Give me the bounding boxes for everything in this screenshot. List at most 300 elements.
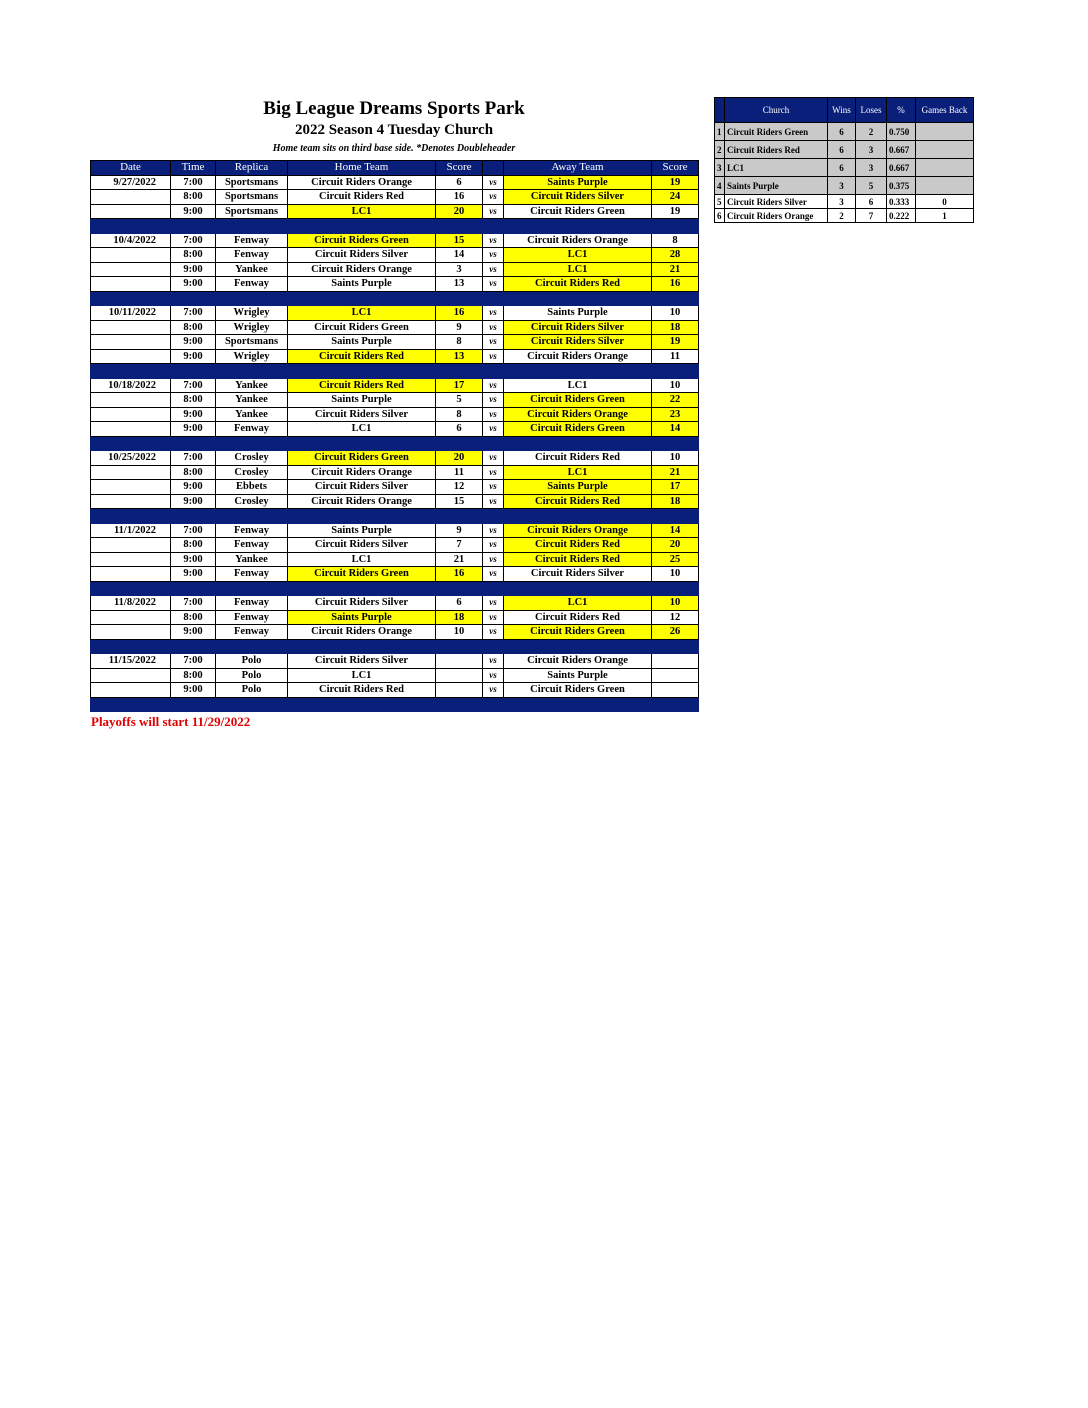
game-date bbox=[91, 407, 171, 422]
home-team: Circuit Riders Orange bbox=[288, 465, 436, 480]
away-team: Circuit Riders Orange bbox=[504, 407, 652, 422]
standings-header-church: Church bbox=[725, 98, 828, 123]
away-team: Circuit Riders Silver bbox=[504, 190, 652, 205]
home-score: 6 bbox=[436, 422, 483, 437]
game-time: 9:00 bbox=[171, 567, 216, 582]
vs-label: vs bbox=[483, 190, 504, 205]
separator-cell bbox=[288, 219, 436, 234]
home-score: 13 bbox=[436, 277, 483, 292]
separator-cell bbox=[504, 291, 652, 306]
away-score: 10 bbox=[652, 567, 699, 582]
away-score: 14 bbox=[652, 422, 699, 437]
game-date bbox=[91, 538, 171, 553]
away-team: Circuit Riders Orange bbox=[504, 654, 652, 669]
game-field: Crosley bbox=[216, 465, 288, 480]
home-score: 20 bbox=[436, 451, 483, 466]
home-team: Circuit Riders Red bbox=[288, 378, 436, 393]
game-date bbox=[91, 262, 171, 277]
game-time: 7:00 bbox=[171, 306, 216, 321]
game-row bbox=[91, 378, 699, 393]
standings-row bbox=[715, 123, 974, 141]
game-time: 7:00 bbox=[171, 233, 216, 248]
page-title: Big League Dreams Sports Park bbox=[263, 98, 525, 119]
away-score: 19 bbox=[652, 335, 699, 350]
away-score: 22 bbox=[652, 393, 699, 408]
game-field: Fenway bbox=[216, 248, 288, 263]
home-team: Circuit Riders Green bbox=[288, 567, 436, 582]
week-separator bbox=[91, 364, 699, 379]
standings-header-rank bbox=[715, 98, 725, 123]
game-row bbox=[91, 306, 699, 321]
away-score bbox=[652, 654, 699, 669]
away-team: Circuit Riders Orange bbox=[504, 523, 652, 538]
week-separator bbox=[91, 581, 699, 596]
schedule-body bbox=[91, 175, 699, 712]
game-date bbox=[91, 422, 171, 437]
home-team: LC1 bbox=[288, 422, 436, 437]
away-team: Circuit Riders Green bbox=[504, 393, 652, 408]
vs-label: vs bbox=[483, 451, 504, 466]
game-row bbox=[91, 683, 699, 698]
separator-cell bbox=[504, 364, 652, 379]
game-field: Yankee bbox=[216, 262, 288, 277]
game-row bbox=[91, 233, 699, 248]
game-field: Yankee bbox=[216, 552, 288, 567]
home-score: 8 bbox=[436, 407, 483, 422]
game-field: Yankee bbox=[216, 407, 288, 422]
game-row bbox=[91, 277, 699, 292]
game-field: Fenway bbox=[216, 523, 288, 538]
away-team: LC1 bbox=[504, 378, 652, 393]
away-team: Circuit Riders Green bbox=[504, 422, 652, 437]
vs-label: vs bbox=[483, 494, 504, 509]
standings-games-back bbox=[916, 123, 974, 141]
game-field: Wrigley bbox=[216, 306, 288, 321]
game-date bbox=[91, 248, 171, 263]
game-row bbox=[91, 567, 699, 582]
separator-cell bbox=[504, 697, 652, 712]
separator-cell bbox=[504, 581, 652, 596]
game-time: 9:00 bbox=[171, 683, 216, 698]
game-row bbox=[91, 552, 699, 567]
game-date bbox=[91, 320, 171, 335]
away-score: 18 bbox=[652, 320, 699, 335]
home-score: 3 bbox=[436, 262, 483, 277]
home-score: 9 bbox=[436, 523, 483, 538]
separator-cell bbox=[483, 581, 504, 596]
game-time: 8:00 bbox=[171, 320, 216, 335]
away-score: 19 bbox=[652, 204, 699, 219]
standings-wins: 6 bbox=[828, 123, 856, 141]
separator-cell bbox=[216, 436, 288, 451]
separator-cell bbox=[483, 639, 504, 654]
away-score: 11 bbox=[652, 349, 699, 364]
home-team: Saints Purple bbox=[288, 335, 436, 350]
standings-row bbox=[715, 195, 974, 209]
column-header-home-team: Home Team bbox=[288, 161, 436, 176]
standings-rank: 4 bbox=[715, 177, 725, 195]
away-team: Circuit Riders Red bbox=[504, 494, 652, 509]
separator-cell bbox=[91, 436, 171, 451]
week-separator bbox=[91, 509, 699, 524]
separator-cell bbox=[171, 581, 216, 596]
page-subtitle: 2022 Season 4 Tuesday Church bbox=[294, 122, 494, 138]
game-time: 8:00 bbox=[171, 465, 216, 480]
game-time: 7:00 bbox=[171, 451, 216, 466]
home-score: 16 bbox=[436, 190, 483, 205]
away-score: 10 bbox=[652, 306, 699, 321]
game-field: Yankee bbox=[216, 393, 288, 408]
column-header-replica: Replica bbox=[216, 161, 288, 176]
week-separator bbox=[91, 697, 699, 712]
away-team: Circuit Riders Orange bbox=[504, 349, 652, 364]
game-date bbox=[91, 204, 171, 219]
separator-cell bbox=[288, 697, 436, 712]
home-team: Circuit Riders Red bbox=[288, 683, 436, 698]
standings-table bbox=[714, 97, 974, 223]
schedule-table bbox=[90, 160, 699, 712]
home-score: 12 bbox=[436, 480, 483, 495]
away-team: LC1 bbox=[504, 248, 652, 263]
vs-label: vs bbox=[483, 654, 504, 669]
separator-cell bbox=[216, 581, 288, 596]
game-time: 9:00 bbox=[171, 204, 216, 219]
separator-cell bbox=[216, 291, 288, 306]
home-team: Circuit Riders Green bbox=[288, 233, 436, 248]
separator-cell bbox=[504, 509, 652, 524]
home-team: Saints Purple bbox=[288, 523, 436, 538]
away-team: Circuit Riders Orange bbox=[504, 233, 652, 248]
away-score: 12 bbox=[652, 610, 699, 625]
game-date: 9/27/2022 bbox=[91, 175, 171, 190]
game-field: Fenway bbox=[216, 596, 288, 611]
home-score: 11 bbox=[436, 465, 483, 480]
game-time: 7:00 bbox=[171, 378, 216, 393]
game-time: 9:00 bbox=[171, 552, 216, 567]
game-field: Sportsmans bbox=[216, 335, 288, 350]
home-team: Circuit Riders Silver bbox=[288, 654, 436, 669]
away-team: Saints Purple bbox=[504, 175, 652, 190]
game-field: Fenway bbox=[216, 233, 288, 248]
standings-loses: 2 bbox=[856, 123, 887, 141]
away-team: Circuit Riders Red bbox=[504, 451, 652, 466]
game-row bbox=[91, 538, 699, 553]
game-field: Wrigley bbox=[216, 320, 288, 335]
home-team: Circuit Riders Green bbox=[288, 451, 436, 466]
vs-label: vs bbox=[483, 204, 504, 219]
separator-cell bbox=[483, 364, 504, 379]
game-row bbox=[91, 349, 699, 364]
separator-cell bbox=[483, 697, 504, 712]
vs-label: vs bbox=[483, 625, 504, 640]
separator-cell bbox=[652, 509, 699, 524]
game-date: 11/15/2022 bbox=[91, 654, 171, 669]
game-date bbox=[91, 683, 171, 698]
standings-rank: 2 bbox=[715, 141, 725, 159]
separator-cell bbox=[504, 639, 652, 654]
separator-cell bbox=[652, 639, 699, 654]
home-score: 21 bbox=[436, 552, 483, 567]
game-row bbox=[91, 494, 699, 509]
away-team: Circuit Riders Red bbox=[504, 610, 652, 625]
playoffs-notice: Playoffs will start 11/29/2022 bbox=[91, 714, 251, 729]
game-time: 9:00 bbox=[171, 335, 216, 350]
standings-loses: 5 bbox=[856, 177, 887, 195]
standings-wins: 3 bbox=[828, 177, 856, 195]
separator-cell bbox=[171, 697, 216, 712]
vs-label: vs bbox=[483, 320, 504, 335]
away-team: Circuit Riders Silver bbox=[504, 320, 652, 335]
game-field: Crosley bbox=[216, 494, 288, 509]
game-field: Ebbets bbox=[216, 480, 288, 495]
separator-cell bbox=[288, 509, 436, 524]
away-team: Circuit Riders Red bbox=[504, 277, 652, 292]
separator-cell bbox=[483, 219, 504, 234]
separator-cell bbox=[436, 219, 483, 234]
standings-wins: 2 bbox=[828, 209, 856, 223]
vs-label: vs bbox=[483, 393, 504, 408]
standings-pct: 0.750 bbox=[887, 123, 916, 141]
separator-cell bbox=[288, 639, 436, 654]
vs-label: vs bbox=[483, 523, 504, 538]
column-header-vs bbox=[483, 161, 504, 176]
game-date bbox=[91, 625, 171, 640]
away-score: 26 bbox=[652, 625, 699, 640]
standings-body bbox=[715, 123, 974, 223]
separator-cell bbox=[91, 364, 171, 379]
home-score: 18 bbox=[436, 610, 483, 625]
vs-label: vs bbox=[483, 277, 504, 292]
home-score: 15 bbox=[436, 494, 483, 509]
home-score: 5 bbox=[436, 393, 483, 408]
game-time: 8:00 bbox=[171, 248, 216, 263]
vs-label: vs bbox=[483, 306, 504, 321]
away-team: Circuit Riders Red bbox=[504, 538, 652, 553]
separator-cell bbox=[504, 219, 652, 234]
game-row bbox=[91, 320, 699, 335]
vs-label: vs bbox=[483, 175, 504, 190]
standings-wins: 6 bbox=[828, 141, 856, 159]
vs-label: vs bbox=[483, 349, 504, 364]
separator-cell bbox=[216, 364, 288, 379]
standings-rank: 3 bbox=[715, 159, 725, 177]
away-team: Circuit Riders Green bbox=[504, 683, 652, 698]
home-team: Circuit Riders Green bbox=[288, 320, 436, 335]
game-field: Fenway bbox=[216, 610, 288, 625]
game-time: 8:00 bbox=[171, 393, 216, 408]
home-score: 6 bbox=[436, 175, 483, 190]
away-score: 28 bbox=[652, 248, 699, 263]
away-score: 8 bbox=[652, 233, 699, 248]
game-time: 7:00 bbox=[171, 596, 216, 611]
standings-loses: 6 bbox=[856, 195, 887, 209]
game-date bbox=[91, 393, 171, 408]
game-row bbox=[91, 451, 699, 466]
standings-games-back: 1 bbox=[916, 209, 974, 223]
separator-cell bbox=[91, 291, 171, 306]
game-row bbox=[91, 335, 699, 350]
home-score: 15 bbox=[436, 233, 483, 248]
standings-team: Circuit Riders Orange bbox=[725, 209, 828, 223]
standings-header-row bbox=[715, 98, 974, 123]
game-date bbox=[91, 480, 171, 495]
game-row bbox=[91, 654, 699, 669]
home-score: 13 bbox=[436, 349, 483, 364]
game-field: Wrigley bbox=[216, 349, 288, 364]
column-header-away-team: Away Team bbox=[504, 161, 652, 176]
standings-pct: 0.222 bbox=[887, 209, 916, 223]
away-score: 24 bbox=[652, 190, 699, 205]
separator-cell bbox=[652, 697, 699, 712]
away-team: Circuit Riders Green bbox=[504, 204, 652, 219]
game-time: 8:00 bbox=[171, 538, 216, 553]
separator-cell bbox=[288, 436, 436, 451]
home-score bbox=[436, 654, 483, 669]
standings-games-back bbox=[916, 141, 974, 159]
game-date: 10/25/2022 bbox=[91, 451, 171, 466]
home-team: Circuit Riders Silver bbox=[288, 407, 436, 422]
separator-cell bbox=[171, 219, 216, 234]
separator-cell bbox=[171, 436, 216, 451]
game-time: 9:00 bbox=[171, 422, 216, 437]
home-team: Saints Purple bbox=[288, 277, 436, 292]
away-score bbox=[652, 683, 699, 698]
vs-label: vs bbox=[483, 668, 504, 683]
game-time: 7:00 bbox=[171, 523, 216, 538]
vs-label: vs bbox=[483, 480, 504, 495]
standings-row bbox=[715, 177, 974, 195]
home-score bbox=[436, 668, 483, 683]
separator-cell bbox=[652, 436, 699, 451]
vs-label: vs bbox=[483, 407, 504, 422]
home-team: Circuit Riders Orange bbox=[288, 175, 436, 190]
away-score bbox=[652, 668, 699, 683]
standings-loses: 7 bbox=[856, 209, 887, 223]
away-team: Circuit Riders Red bbox=[504, 552, 652, 567]
separator-cell bbox=[652, 581, 699, 596]
home-score: 16 bbox=[436, 567, 483, 582]
home-team: Saints Purple bbox=[288, 610, 436, 625]
vs-label: vs bbox=[483, 378, 504, 393]
game-field: Crosley bbox=[216, 451, 288, 466]
game-time: 9:00 bbox=[171, 262, 216, 277]
standings-games-back bbox=[916, 159, 974, 177]
separator-cell bbox=[91, 509, 171, 524]
game-field: Sportsmans bbox=[216, 204, 288, 219]
standings-pct: 0.667 bbox=[887, 141, 916, 159]
home-team: Circuit Riders Orange bbox=[288, 262, 436, 277]
game-date bbox=[91, 335, 171, 350]
standings-header-wins: Wins bbox=[828, 98, 856, 123]
week-separator bbox=[91, 639, 699, 654]
separator-cell bbox=[288, 291, 436, 306]
column-header-home-score: Score bbox=[436, 161, 483, 176]
away-team: Saints Purple bbox=[504, 480, 652, 495]
separator-cell bbox=[436, 697, 483, 712]
game-row bbox=[91, 190, 699, 205]
standings-rank: 6 bbox=[715, 209, 725, 223]
separator-cell bbox=[483, 436, 504, 451]
game-date: 10/18/2022 bbox=[91, 378, 171, 393]
standings-games-back bbox=[916, 177, 974, 195]
game-time: 9:00 bbox=[171, 480, 216, 495]
game-field: Fenway bbox=[216, 538, 288, 553]
away-team: Circuit Riders Green bbox=[504, 625, 652, 640]
vs-label: vs bbox=[483, 422, 504, 437]
home-team: Circuit Riders Red bbox=[288, 190, 436, 205]
separator-cell bbox=[504, 436, 652, 451]
game-time: 9:00 bbox=[171, 494, 216, 509]
home-score: 8 bbox=[436, 335, 483, 350]
home-team: Circuit Riders Red bbox=[288, 349, 436, 364]
vs-label: vs bbox=[483, 596, 504, 611]
game-date: 10/11/2022 bbox=[91, 306, 171, 321]
separator-cell bbox=[652, 219, 699, 234]
away-score: 10 bbox=[652, 378, 699, 393]
separator-cell bbox=[436, 581, 483, 596]
game-row bbox=[91, 480, 699, 495]
separator-cell bbox=[436, 639, 483, 654]
standings-loses: 3 bbox=[856, 159, 887, 177]
vs-label: vs bbox=[483, 552, 504, 567]
home-score: 17 bbox=[436, 378, 483, 393]
separator-cell bbox=[171, 291, 216, 306]
standings-header-games-back: Games Back bbox=[916, 98, 974, 123]
game-date bbox=[91, 552, 171, 567]
vs-label: vs bbox=[483, 567, 504, 582]
separator-cell bbox=[91, 219, 171, 234]
game-date bbox=[91, 190, 171, 205]
game-row bbox=[91, 175, 699, 190]
column-header-time: Time bbox=[171, 161, 216, 176]
standings-team: Circuit Riders Red bbox=[725, 141, 828, 159]
away-team: LC1 bbox=[504, 596, 652, 611]
away-score: 10 bbox=[652, 451, 699, 466]
home-score: 7 bbox=[436, 538, 483, 553]
home-team: Circuit Riders Silver bbox=[288, 248, 436, 263]
separator-cell bbox=[216, 697, 288, 712]
schedule-header-row bbox=[91, 161, 699, 176]
home-team: LC1 bbox=[288, 306, 436, 321]
game-date bbox=[91, 494, 171, 509]
game-time: 9:00 bbox=[171, 407, 216, 422]
game-time: 9:00 bbox=[171, 349, 216, 364]
vs-label: vs bbox=[483, 538, 504, 553]
game-field: Polo bbox=[216, 668, 288, 683]
home-score: 6 bbox=[436, 596, 483, 611]
standings-row bbox=[715, 209, 974, 223]
standings-loses: 3 bbox=[856, 141, 887, 159]
game-row bbox=[91, 523, 699, 538]
page-note: Home team sits on third base side. *Denotes Doubleheader bbox=[272, 143, 516, 154]
home-team: LC1 bbox=[288, 204, 436, 219]
standings-team: Circuit Riders Green bbox=[725, 123, 828, 141]
game-row bbox=[91, 422, 699, 437]
game-row bbox=[91, 668, 699, 683]
home-score: 10 bbox=[436, 625, 483, 640]
vs-label: vs bbox=[483, 465, 504, 480]
away-score: 21 bbox=[652, 262, 699, 277]
game-field: Fenway bbox=[216, 422, 288, 437]
standings-wins: 6 bbox=[828, 159, 856, 177]
standings-team: LC1 bbox=[725, 159, 828, 177]
game-time: 9:00 bbox=[171, 625, 216, 640]
week-separator bbox=[91, 291, 699, 306]
standings-row bbox=[715, 141, 974, 159]
vs-label: vs bbox=[483, 683, 504, 698]
away-score: 25 bbox=[652, 552, 699, 567]
game-time: 9:00 bbox=[171, 277, 216, 292]
